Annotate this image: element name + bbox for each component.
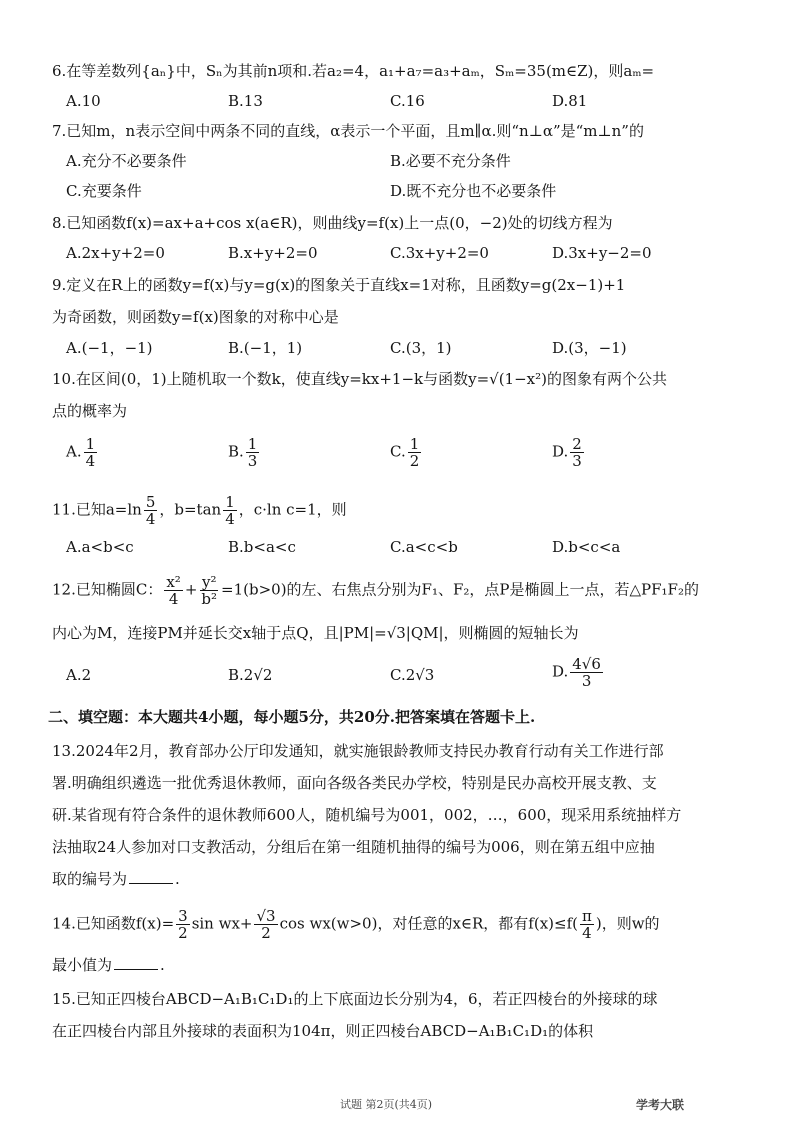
q11-fraction-2-numerator: 1 <box>225 493 235 511</box>
q10-option-d <box>552 436 586 469</box>
q12-fraction-x-numerator: x² <box>166 573 181 591</box>
q10-option-c-numerator: 1 <box>409 435 420 453</box>
q14-mid2: cos wx(w>0)，对任意的x∈R，都有f(x)≤f( <box>279 914 578 933</box>
q11-option-b: B.b<a<c <box>228 538 296 556</box>
q13-last-line-text: 取的编号为 <box>52 870 128 888</box>
footer-brand: 学考大联 <box>636 1098 685 1112</box>
q6-option-b: B.13 <box>228 92 263 110</box>
q14-fraction-3-numerator: π <box>582 907 592 925</box>
q14-fraction-3-denominator: 4 <box>582 924 592 942</box>
q11-option-c: C.a<c<b <box>390 538 458 556</box>
q10-option-c-denominator: 2 <box>409 452 420 470</box>
q10-option-b-letter: B. <box>228 442 244 461</box>
q14-suffix: )，则w的 <box>595 914 660 933</box>
q10-option-a-numerator: 1 <box>85 435 96 453</box>
q6-option-d: D.81 <box>552 92 588 110</box>
q14-prefix: 14.已知函数f(x)= <box>52 914 175 933</box>
q10-option-a-denominator: 4 <box>85 452 96 470</box>
q13-line5 <box>52 868 752 890</box>
q12-option-d-fraction <box>570 656 603 689</box>
q15-stem-line2: 在正四棱台内部且外接球的表面积为104π，则正四棱台ABCD−A₁B₁C₁D₁的体积 <box>52 1022 594 1040</box>
q12-option-c: C.2√3 <box>390 666 435 684</box>
q11-option-a: A.a<b<c <box>66 538 134 556</box>
q10-stem-line1: 10.在区间(0，1)上随机取一个数k，使直线y=kx+1−k与函数y=√(1−x²)的图象有两个公共 <box>52 370 667 388</box>
q9-option-d: D.(3，−1) <box>552 339 627 357</box>
q10-option-b-numerator: 1 <box>247 435 258 453</box>
q13-last-line-end: . <box>175 870 180 888</box>
q12-option-b: B.2√2 <box>228 666 273 684</box>
q12-fraction-y-numerator: y² <box>201 573 217 591</box>
q7-option-d: D.既不充分也不必要条件 <box>390 182 557 200</box>
q10-option-d-fraction <box>570 436 584 469</box>
q11-fraction-2-denominator: 4 <box>225 510 235 528</box>
q11-stem <box>52 494 752 527</box>
q10-option-a <box>66 436 99 469</box>
q6-option-c: C.16 <box>390 92 425 110</box>
q13-line3: 研.某省现有符合条件的退休教师600人，随机编号为001，002，…，600，现采用系统抽样方 <box>52 806 682 824</box>
q13-line2: 署.明确组织遴选一批优秀退休教师，面向各级各类民办学校，特别是民办高校开展支教、支 <box>52 774 657 792</box>
q14-fraction-3 <box>580 908 594 941</box>
q12-stem-line2: 内心为M，连接PM并延长交x轴于点Q，且|PM|=√3|QM|，则椭圆的短轴长为 <box>52 624 579 642</box>
q12-option-a: A.2 <box>66 666 92 684</box>
q9-option-b: B.(−1，1) <box>228 339 303 357</box>
q14-fraction-1-denominator: 2 <box>178 924 188 942</box>
q11-option-d: D.b<c<a <box>552 538 621 556</box>
q7-option-c: C.充要条件 <box>66 182 142 200</box>
q10-option-c <box>390 436 423 469</box>
q12-stem-line1 <box>52 574 752 607</box>
q9-option-c: C.(3，1) <box>390 339 452 357</box>
q14-fraction-2-denominator: 2 <box>261 924 271 942</box>
footer-page-label: 试题 第2页(共4页) <box>340 1098 433 1111</box>
q14-stem-line2 <box>52 954 752 976</box>
q14-fraction-1 <box>176 908 190 941</box>
q13-answer-blank <box>129 869 173 884</box>
q10-option-d-numerator: 2 <box>572 435 582 453</box>
q8-stem: 8.已知函数f(x)=ax+a+cos x(a∈R)，则曲线y=f(x)上一点(0，−2)处的切线方程为 <box>52 214 613 232</box>
q13-line4: 法抽取24人参加对口支教活动，分组后在第一组随机抽得的编号为006，则在第五组中应抽 <box>52 838 655 856</box>
q10-option-a-letter: A. <box>66 442 82 461</box>
q9-option-a: A.(−1，−1) <box>66 339 153 357</box>
q13-line1: 13.2024年2月，教育部办公厅印发通知，就实施银龄教师支持民办教育行动有关工作进行部 <box>52 742 664 760</box>
q7-stem: 7.已知m，n表示空间中两条不同的直线，α表示一个平面，且m∥α.则“n⊥α”是“m⊥n”的 <box>52 122 644 140</box>
q14-fraction-2 <box>254 908 277 941</box>
q10-stem-line2: 点的概率为 <box>52 402 128 420</box>
q11-fraction-2 <box>223 494 237 527</box>
q12-fraction-y <box>199 574 219 607</box>
q14-mid1: sin wx+ <box>191 914 253 933</box>
q10-option-c-letter: C. <box>390 442 406 461</box>
q12-stem-suffix: =1(b>0)的左、右焦点分别为F₁、F₂，点P是椭圆上一点，若△PF₁F₂的 <box>221 580 699 599</box>
q6-option-a: A.10 <box>66 92 101 110</box>
q10-option-b-fraction <box>246 436 260 469</box>
q12-option-d-numerator: 4√6 <box>572 655 601 673</box>
q12-fraction-x-denominator: 4 <box>168 590 179 608</box>
q10-option-b <box>228 436 261 469</box>
q10-option-d-letter: D. <box>552 442 569 461</box>
q12-fraction-x <box>164 574 182 607</box>
q10-option-b-denominator: 3 <box>247 452 258 470</box>
q14-stem-line1 <box>52 908 752 941</box>
q14-line2-text: 最小值为 <box>52 956 113 974</box>
q6-stem: 6.在等差数列{aₙ}中，Sₙ为其前n项和.若a₂=4，a₁+a₇=a₃+aₘ，Sₘ=35(m∈Z)，则aₘ= <box>52 62 655 80</box>
q14-answer-blank <box>114 955 158 970</box>
q12-plus: + <box>184 580 198 599</box>
q12-stem-prefix: 12.已知椭圆C： <box>52 580 163 599</box>
q12-option-d-letter: D. <box>552 662 569 681</box>
q8-option-d: D.3x+y−2=0 <box>552 244 652 262</box>
q11-stem-suffix: ，c·ln c=1，则 <box>238 500 347 519</box>
q12-fraction-y-denominator: b² <box>201 590 218 608</box>
q10-option-d-denominator: 3 <box>572 452 582 470</box>
q11-stem-mid: ，b=tan <box>159 500 222 519</box>
q8-option-c: C.3x+y+2=0 <box>390 244 489 262</box>
q7-option-a: A.充分不必要条件 <box>66 152 187 170</box>
q11-stem-prefix: 11.已知a=ln <box>52 500 142 519</box>
q11-fraction-1 <box>144 494 158 527</box>
q7-option-b: B.必要不充分条件 <box>390 152 511 170</box>
q9-stem-line2: 为奇函数，则函数y=f(x)图象的对称中心是 <box>52 308 339 326</box>
q15-stem-line1: 15.已知正四棱台ABCD−A₁B₁C₁D₁的上下底面边长分别为4，6，若正四棱台的外接球的球 <box>52 990 658 1008</box>
q12-option-d-denominator: 3 <box>581 672 592 690</box>
q10-option-c-fraction <box>408 436 422 469</box>
q8-option-b: B.x+y+2=0 <box>228 244 318 262</box>
q14-line2-end: . <box>160 956 165 974</box>
q9-stem-line1: 9.定义在R上的函数y=f(x)与y=g(x)的图象关于直线x=1对称，且函数y=g(2x−1)+1 <box>52 276 626 294</box>
section-2-heading: 二、填空题：本大题共4小题，每小题5分，共20分.把答案填在答题卡上. <box>48 708 536 726</box>
q11-fraction-1-numerator: 5 <box>145 493 156 511</box>
q8-option-a: A.2x+y+2=0 <box>66 244 165 262</box>
q10-option-a-fraction <box>84 436 98 469</box>
q12-option-d <box>552 656 605 689</box>
q14-fraction-1-numerator: 3 <box>178 907 188 925</box>
q14-fraction-2-numerator: √3 <box>256 907 276 925</box>
q11-fraction-1-denominator: 4 <box>145 510 156 528</box>
